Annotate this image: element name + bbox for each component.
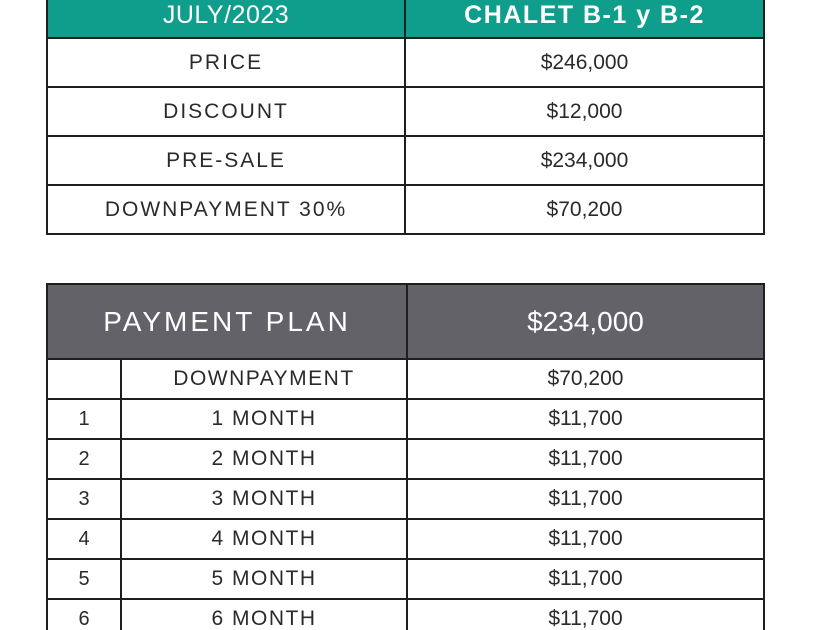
price-table-header xyxy=(47,0,764,38)
presale-row-value: $234,000 xyxy=(405,136,764,185)
plan-row-value: $11,700 xyxy=(407,599,764,630)
discount-row-label: DISCOUNT xyxy=(47,87,405,136)
plan-row xyxy=(47,599,764,630)
plan-row-number: 2 xyxy=(47,439,121,479)
discount-row xyxy=(47,87,764,136)
presale-row xyxy=(47,136,764,185)
plan-row-number xyxy=(47,359,121,399)
price-table-date: JULY/2023 xyxy=(47,0,405,38)
plan-row-value: $11,700 xyxy=(407,519,764,559)
price-table xyxy=(46,0,765,235)
downpayment-row xyxy=(47,185,764,234)
plan-row-value: $11,700 xyxy=(407,559,764,599)
plan-row-number: 5 xyxy=(47,559,121,599)
plan-row xyxy=(47,559,764,599)
plan-row xyxy=(47,519,764,559)
payment-plan-header xyxy=(47,284,764,359)
payment-plan-title: PAYMENT PLAN xyxy=(47,284,407,359)
plan-row-label: 6 MONTH xyxy=(121,599,407,630)
downpayment-row-label: DOWNPAYMENT 30% xyxy=(47,185,405,234)
price-row-label: PRICE xyxy=(47,38,405,87)
plan-row xyxy=(47,439,764,479)
discount-row-value: $12,000 xyxy=(405,87,764,136)
plan-row-label: 3 MONTH xyxy=(121,479,407,519)
plan-row-value: $11,700 xyxy=(407,479,764,519)
plan-row-value: $11,700 xyxy=(407,399,764,439)
plan-row xyxy=(47,399,764,439)
plan-row-label: DOWNPAYMENT xyxy=(121,359,407,399)
payment-plan-total: $234,000 xyxy=(407,284,764,359)
plan-row-label: 1 MONTH xyxy=(121,399,407,439)
plan-row-number: 4 xyxy=(47,519,121,559)
plan-row-label: 4 MONTH xyxy=(121,519,407,559)
presale-row-label: PRE-SALE xyxy=(47,136,405,185)
price-row xyxy=(47,38,764,87)
downpayment-row-value: $70,200 xyxy=(405,185,764,234)
payment-plan-table xyxy=(46,283,765,630)
plan-row xyxy=(47,479,764,519)
plan-row-label: 2 MONTH xyxy=(121,439,407,479)
plan-row-number: 3 xyxy=(47,479,121,519)
plan-row-label: 5 MONTH xyxy=(121,559,407,599)
plan-row-number: 6 xyxy=(47,599,121,630)
plan-row-value: $11,700 xyxy=(407,439,764,479)
price-row-value: $246,000 xyxy=(405,38,764,87)
plan-row-value: $70,200 xyxy=(407,359,764,399)
plan-row-number: 1 xyxy=(47,399,121,439)
plan-row xyxy=(47,359,764,399)
price-table-title: CHALET B-1 y B-2 xyxy=(405,0,764,38)
